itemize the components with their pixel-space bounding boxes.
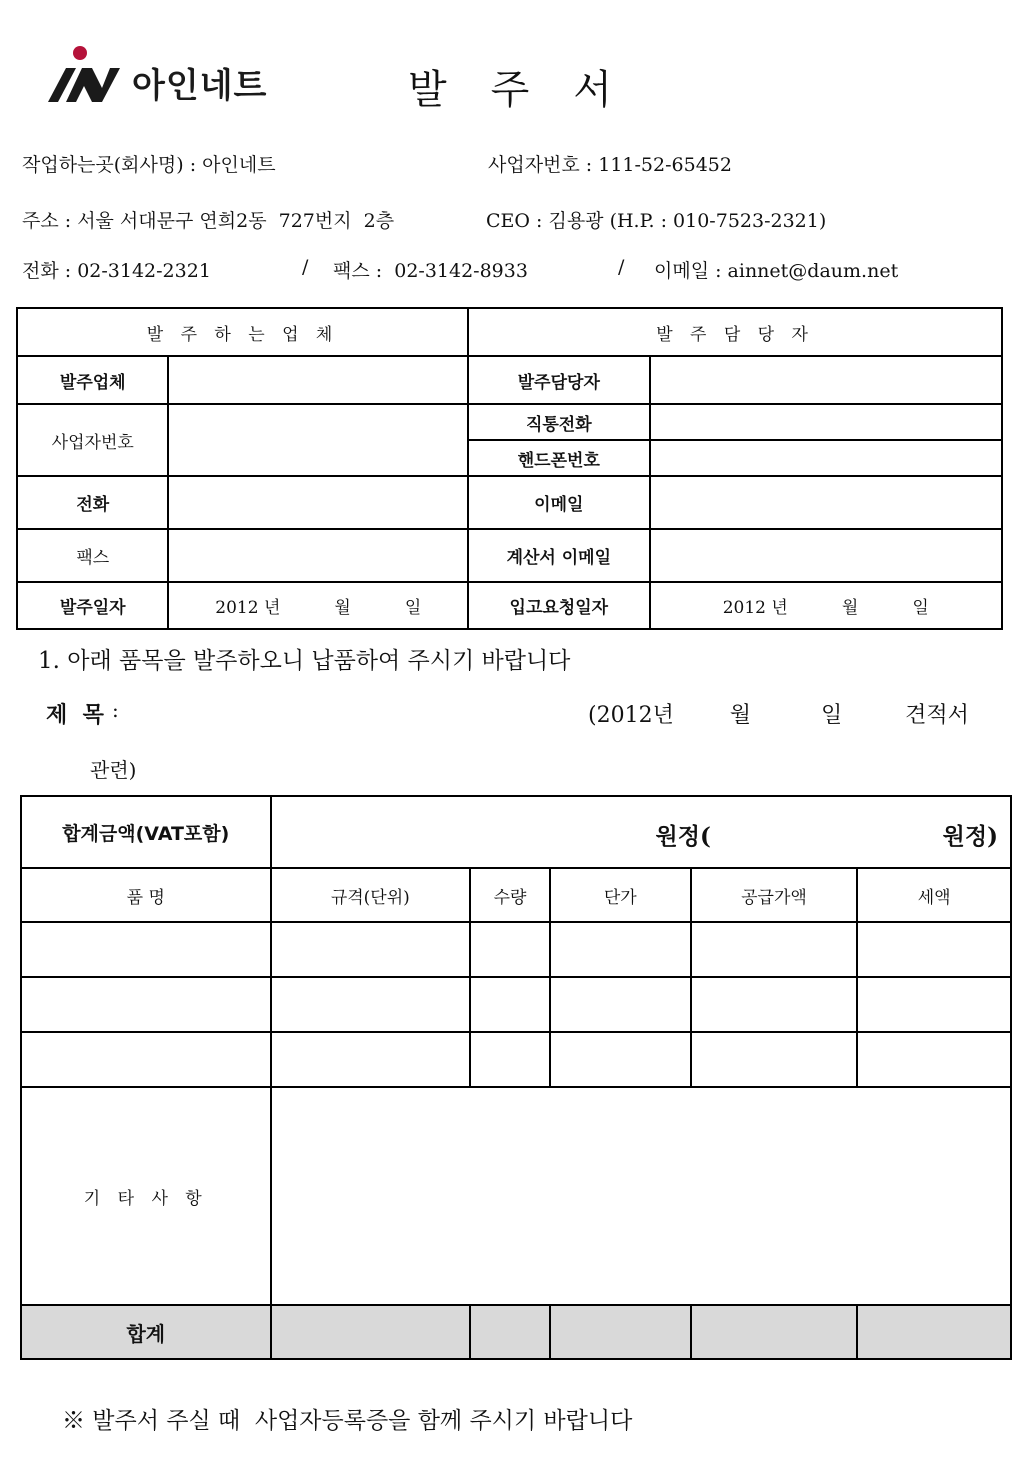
column-unit-price: 단가 bbox=[550, 868, 691, 922]
subject-reference: (2012년 월 일 견적서 bbox=[588, 703, 969, 728]
direct-phone-label: 직통전화 bbox=[468, 404, 649, 440]
sum-spec-cell[interactable] bbox=[271, 1305, 471, 1359]
order-company-field[interactable] bbox=[168, 356, 468, 404]
total-won-open: 원정( bbox=[655, 823, 711, 850]
item-cell[interactable] bbox=[271, 1032, 471, 1087]
item-cell[interactable] bbox=[857, 1032, 1011, 1087]
ain-logo-icon bbox=[44, 44, 134, 108]
column-tax: 세액 bbox=[857, 868, 1011, 922]
sum-supply-cell[interactable] bbox=[691, 1305, 858, 1359]
delivery-date-field[interactable]: 2012 년 월 일 bbox=[650, 582, 1003, 629]
phone-info: 전화 : 02-3142-2321 bbox=[22, 260, 211, 282]
item-cell[interactable] bbox=[550, 977, 691, 1032]
workplace-info: 작업하는곳(회사명) : 아인네트 bbox=[22, 154, 276, 176]
sum-tax-cell[interactable] bbox=[857, 1305, 1011, 1359]
mobile-label: 핸드폰번호 bbox=[468, 440, 649, 476]
item-cell[interactable] bbox=[550, 922, 691, 977]
subject-colon: : bbox=[112, 698, 119, 722]
subject-reference-cont: 관련) bbox=[90, 758, 137, 782]
sum-label: 합계 bbox=[21, 1305, 271, 1359]
order-date-field[interactable]: 2012 년 월 일 bbox=[168, 582, 468, 629]
business-number-info: 사업자번호 : 111-52-65452 bbox=[488, 154, 732, 176]
business-number-label: 사업자번호 bbox=[17, 404, 168, 476]
item-cell[interactable] bbox=[21, 977, 271, 1032]
orderer-manager-header: 발 주 담 당 자 bbox=[468, 308, 1002, 356]
email-field[interactable] bbox=[650, 476, 1003, 529]
item-cell[interactable] bbox=[470, 922, 550, 977]
phone-label: 전화 bbox=[17, 476, 168, 529]
item-cell[interactable] bbox=[691, 977, 858, 1032]
table-row bbox=[21, 922, 1011, 977]
item-cell[interactable] bbox=[691, 1032, 858, 1087]
column-quantity: 수량 bbox=[470, 868, 550, 922]
orderer-company-header: 발 주 하 는 업 체 bbox=[17, 308, 468, 356]
item-cell[interactable] bbox=[550, 1032, 691, 1087]
column-item-name: 품 명 bbox=[21, 868, 271, 922]
table-row bbox=[21, 1032, 1011, 1087]
remarks-field[interactable] bbox=[271, 1087, 1011, 1305]
footer-note: ※ 발주서 주실 때 사업자등록증을 함께 주시기 바랍니다 bbox=[62, 1408, 633, 1434]
item-cell[interactable] bbox=[470, 977, 550, 1032]
fax-label: 팩스 bbox=[17, 529, 168, 582]
direct-phone-field[interactable] bbox=[650, 404, 1003, 440]
separator-1: / bbox=[302, 256, 309, 278]
table-row bbox=[21, 977, 1011, 1032]
logo-text: 아인네트 bbox=[132, 66, 268, 106]
sum-unit-price-cell[interactable] bbox=[550, 1305, 691, 1359]
column-spec: 규격(단위) bbox=[271, 868, 471, 922]
separator-2: / bbox=[618, 256, 625, 278]
document-title: 발주서 bbox=[408, 67, 656, 113]
items-table bbox=[20, 795, 1012, 1360]
order-manager-label: 발주담당자 bbox=[468, 356, 649, 404]
total-amount-label: 합계금액(VAT포함) bbox=[21, 796, 271, 868]
item-cell[interactable] bbox=[21, 1032, 271, 1087]
fax-info: 팩스 : 02-3142-8933 bbox=[333, 260, 528, 282]
address-info: 주소 : 서울 서대문구 연희2동 727번지 2층 bbox=[22, 210, 395, 232]
order-company-label: 발주업체 bbox=[17, 356, 168, 404]
ceo-info: CEO : 김용광 (H.P. : 010-7523-2321) bbox=[486, 210, 827, 232]
subject-label: 제 목 bbox=[46, 703, 104, 728]
delivery-date-label: 입고요청일자 bbox=[468, 582, 649, 629]
order-manager-field[interactable] bbox=[650, 356, 1003, 404]
invoice-email-label: 계산서 이메일 bbox=[468, 529, 649, 582]
item-cell[interactable] bbox=[271, 922, 471, 977]
fax-field[interactable] bbox=[168, 529, 468, 582]
sum-quantity-cell[interactable] bbox=[470, 1305, 550, 1359]
total-won-close: 원정) bbox=[942, 823, 998, 850]
item-cell[interactable] bbox=[271, 977, 471, 1032]
business-number-field[interactable] bbox=[168, 404, 468, 476]
remarks-label: 기 타 사 항 bbox=[21, 1087, 271, 1305]
item-cell[interactable] bbox=[857, 922, 1011, 977]
total-amount-field[interactable] bbox=[271, 796, 1011, 868]
item-cell[interactable] bbox=[470, 1032, 550, 1087]
order-date-label: 발주일자 bbox=[17, 582, 168, 629]
invoice-email-field[interactable] bbox=[650, 529, 1003, 582]
order-notice: 1. 아래 품목을 발주하오니 납품하여 주시기 바랍니다 bbox=[38, 648, 571, 674]
email-label: 이메일 bbox=[468, 476, 649, 529]
email-info: 이메일 : ainnet@daum.net bbox=[654, 260, 899, 282]
item-cell[interactable] bbox=[691, 922, 858, 977]
column-supply-amount: 공급가액 bbox=[691, 868, 858, 922]
phone-field[interactable] bbox=[168, 476, 468, 529]
item-cell[interactable] bbox=[21, 922, 271, 977]
mobile-field[interactable] bbox=[650, 440, 1003, 476]
orderer-table bbox=[16, 307, 1003, 630]
item-cell[interactable] bbox=[857, 977, 1011, 1032]
